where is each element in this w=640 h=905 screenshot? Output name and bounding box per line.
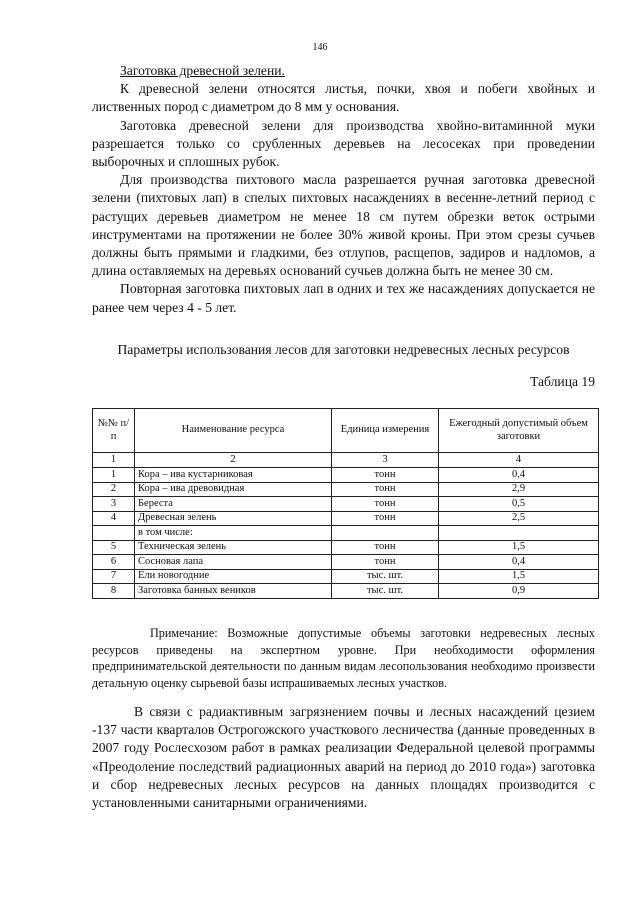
row-name: Заготовка банных веников	[135, 584, 332, 599]
row-unit: тонн	[332, 511, 439, 526]
paragraph: Заготовка древесной зелени для производства хвойно-витаминной муки разрешается только со срубленных деревьев на лесосеках при проведении выборочных и сплошных рубок.	[92, 117, 595, 170]
table-header-row	[93, 409, 599, 453]
row-unit: тыс. шт.	[332, 569, 439, 584]
row-unit: тонн	[332, 540, 439, 555]
row-unit: тонн	[332, 482, 439, 497]
table-row	[93, 468, 599, 483]
body-text-top	[92, 62, 595, 317]
row-unit: тонн	[332, 555, 439, 570]
row-num: 7	[93, 569, 135, 584]
table-label: Таблица 19	[530, 374, 595, 389]
row-num	[93, 526, 135, 541]
row-num: 1	[93, 468, 135, 483]
table-row	[93, 511, 599, 526]
header-unit: Единица измерения	[332, 409, 439, 453]
row-value: 2,9	[439, 482, 599, 497]
row-name: Кора – ива древовидная	[135, 482, 332, 497]
row-value: 1,5	[439, 540, 599, 555]
row-name: Техническая зелень	[135, 540, 332, 555]
row-num: 6	[93, 555, 135, 570]
note-text: Примечание: Возможные допустимые объемы заготовки недревесных лесных ресурсов приведены на экспертном уровне. При необходимости оформления предпринимательской деятельности по данным видам лесопользования необходимо произвести детальную оценку сырьевой базы испрашиваемых лесных участков.	[92, 626, 595, 690]
header-name: Наименование ресурса	[135, 409, 332, 453]
row-unit: тонн	[332, 468, 439, 483]
column-number: 2	[135, 453, 332, 468]
row-name: в том числе:	[135, 526, 332, 541]
row-name: Кора – ива кустарниковая	[135, 468, 332, 483]
body-text-bottom	[92, 703, 595, 812]
column-number: 1	[93, 453, 135, 468]
paragraph: К древесной зелени относятся листья, почки, хвоя и побеги хвойных и лиственных пород с диаметром до 8 мм у основания.	[92, 81, 595, 115]
row-unit	[332, 526, 439, 541]
header-num: №№ п/п	[93, 409, 135, 453]
column-number: 4	[439, 453, 599, 468]
page-number: 146	[312, 42, 328, 53]
table-row	[93, 540, 599, 555]
table-row	[93, 569, 599, 584]
paragraph: В связи с радиактивным загрязнением почвы и лесных насаждений цезием -137 части кварталов Острогожского участкового лесничества (данные проведенных в 2007 году Рослесхозом работ в рамках реализации Федеральной целевой программы «Преодоление последствий радиационных аварий на период до 2010 года») заготовка и сбор недревесных лесных ресурсов на данных площадях производится с установленными санитарными ограничениями.	[92, 704, 595, 811]
table-row	[93, 555, 599, 570]
row-value: 2,5	[439, 511, 599, 526]
table-row	[93, 497, 599, 512]
row-num: 4	[93, 511, 135, 526]
row-value	[439, 526, 599, 541]
table-row	[93, 482, 599, 497]
row-name: Береста	[135, 497, 332, 512]
row-value: 0,4	[439, 468, 599, 483]
row-value: 0,5	[439, 497, 599, 512]
row-unit: тыс. шт.	[332, 584, 439, 599]
row-num: 3	[93, 497, 135, 512]
row-num: 5	[93, 540, 135, 555]
section-heading-paragraph	[92, 62, 595, 80]
row-value: 1,5	[439, 569, 599, 584]
row-num: 2	[93, 482, 135, 497]
row-num: 8	[93, 584, 135, 599]
table-row	[93, 584, 599, 599]
row-name: Сосновая лапа	[135, 555, 332, 570]
resources-table	[92, 408, 599, 599]
header-value: Ежегодный допустимый объем заготовки	[439, 409, 599, 453]
paragraph: Повторная заготовка пихтовых лап в одних и тех же насаждениях допускается не ранее чем через 4 - 5 лет.	[92, 281, 595, 315]
column-number-row	[93, 453, 599, 468]
section-heading: Заготовка древесной зелени.	[120, 63, 285, 78]
row-value: 0,4	[439, 555, 599, 570]
paragraph: Для производства пихтового масла разрешается ручная заготовка древесной зелени (пихтовых лап) в спелых пихтовых насаждениях в весенне-летний период с растущих деревьев диаметром не менее 18 см путем обрезки веток острыми инструментами на протяжении не более 30% живой кроны. При этом срезы сучьев должны быть прямыми и гладкими, без отлупов, расщепов, задиров и надломов, а длина оставляемых на деревьях оснований сучьев должна быть не менее 30 см.	[92, 172, 595, 279]
row-name: Ели новогодние	[135, 569, 332, 584]
row-value: 0,9	[439, 584, 599, 599]
column-number: 3	[332, 453, 439, 468]
row-unit: тонн	[332, 497, 439, 512]
table-row	[93, 526, 599, 541]
table-note	[92, 625, 595, 691]
table-caption: Параметры использования лесов для заготовки недревесных лесных ресурсов	[117, 342, 570, 357]
row-name: Древесная зелень	[135, 511, 332, 526]
